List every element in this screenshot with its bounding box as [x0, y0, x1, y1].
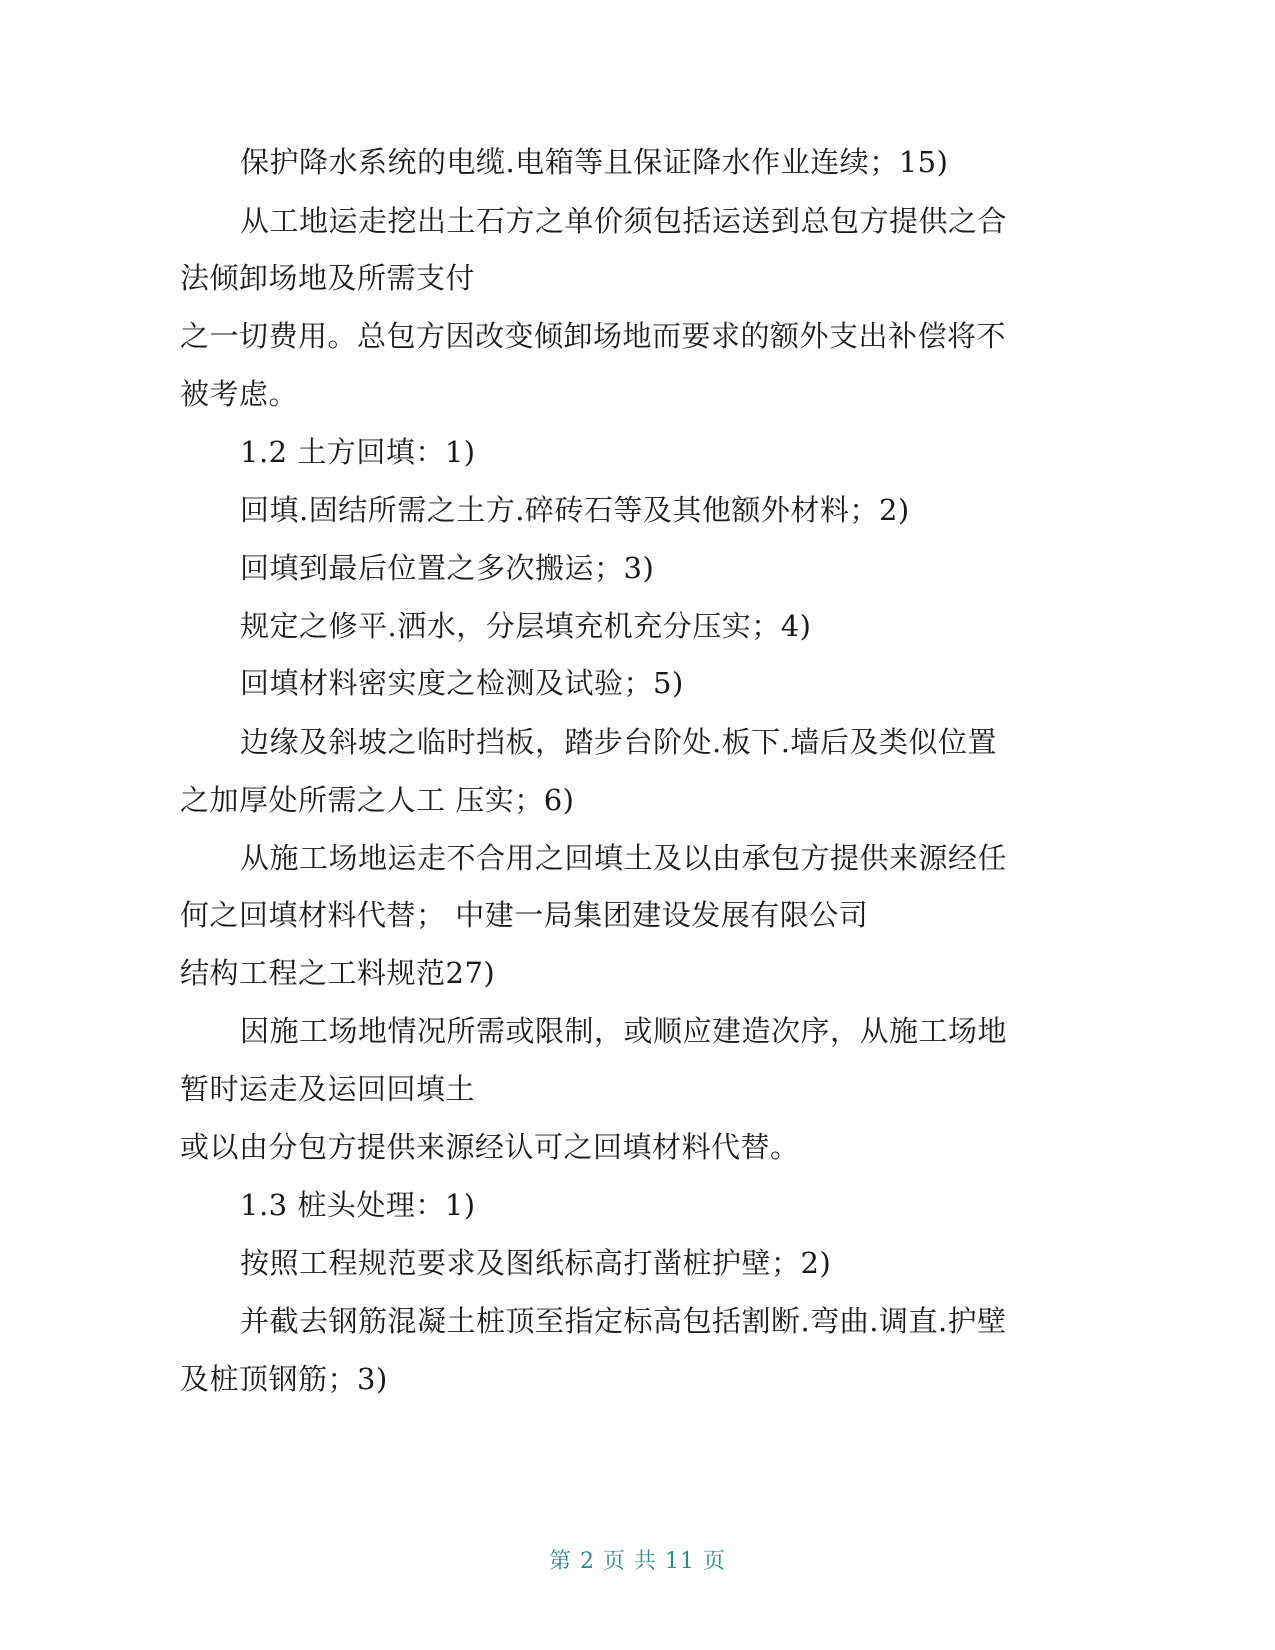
text-line: 从工地运走挖出土石方之单价须包括运送到总包方提供之合 — [240, 204, 1008, 238]
section-heading: 1.3 桩头处理：1) — [240, 1188, 476, 1222]
text-line: 之一切费用。总包方因改变倾卸场地而要求的额外支出补偿将不 — [180, 319, 1007, 353]
text-line: 结构工程之工料规范27) — [180, 956, 496, 990]
text-line: 边缘及斜坡之临时挡板，踏步台阶处.板下.墙后及类似位置 — [240, 725, 997, 759]
text-line: 回填到最后位置之多次搬运；3) — [240, 551, 655, 585]
text-line: 何之回填材料代替； 中建一局集团建设发展有限公司 — [180, 898, 869, 932]
text-line: 之加厚处所需之人工 压实；6) — [180, 783, 575, 817]
text-line: 按照工程规范要求及图纸标高打凿桩护壁；2) — [240, 1246, 832, 1280]
text-line: 被考虑。 — [180, 377, 299, 411]
text-line: 法倾卸场地及所需支付 — [180, 261, 476, 295]
page-number-footer: 第 2 页 共 11 页 — [549, 1549, 726, 1574]
text-line: 并截去钢筋混凝土桩顶至指定标高包括割断.弯曲.调直.护壁 — [240, 1304, 1007, 1338]
text-line: 回填材料密实度之检测及试验；5) — [240, 666, 684, 700]
section-heading: 1.2 土方回填：1) — [240, 435, 476, 469]
text-line: 从施工场地运走不合用之回填土及以由承包方提供来源经任 — [240, 841, 1008, 875]
text-line: 回填.固结所需之土方.碎砖石等及其他额外材料；2) — [240, 493, 910, 527]
text-line: 保护降水系统的电缆.电箱等且保证降水作业连续；15) — [240, 145, 949, 179]
text-line: 暂时运走及运回回填土 — [180, 1072, 476, 1106]
text-line: 规定之修平.洒水，分层填充机充分压实；4) — [240, 609, 812, 643]
text-line: 或以由分包方提供来源经认可之回填材料代替。 — [180, 1130, 800, 1164]
text-line: 因施工场地情况所需或限制，或顺应建造次序，从施工场地 — [240, 1014, 1008, 1048]
text-line: 及桩顶钢筋；3) — [180, 1362, 388, 1396]
